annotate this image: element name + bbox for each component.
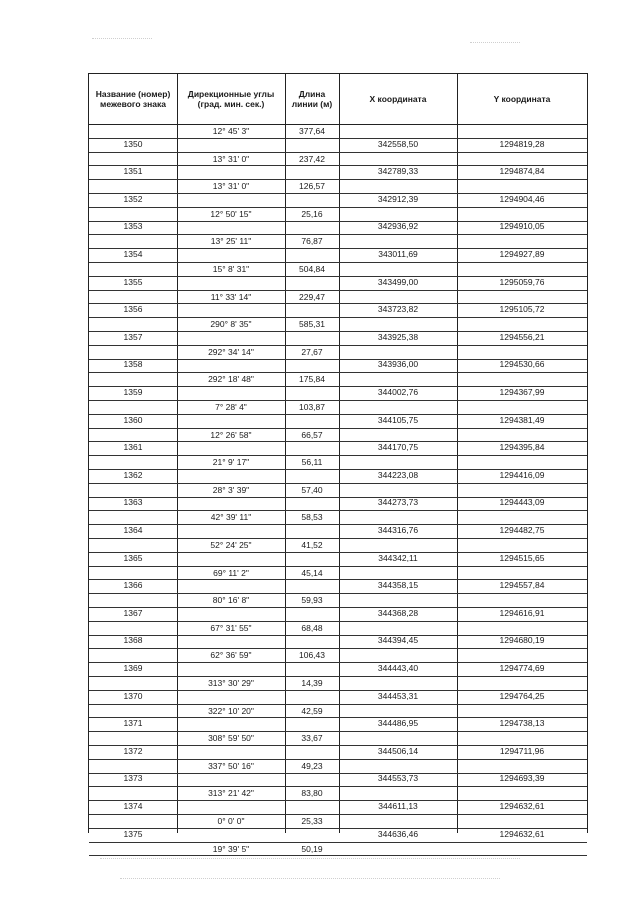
x-coordinate-cell: 344443,40 — [377, 663, 419, 673]
point-divider — [89, 483, 587, 484]
angle-cell: 337° 50' 16" — [208, 760, 254, 771]
point-divider — [89, 704, 587, 705]
angle-cell: 313° 21' 42" — [208, 788, 254, 799]
y-coordinate-cell: 1294416,09 — [499, 469, 545, 480]
x-coordinate-cell: 344368,28 — [377, 607, 419, 618]
angle-cell: 62° 36' 59" — [210, 650, 252, 661]
angle-cell: 322° 10' 20" — [208, 705, 254, 716]
x-coordinate-cell: 344105,75 — [377, 414, 419, 425]
y-coordinate-cell: 1295059,76 — [499, 276, 545, 287]
y-coordinate-cell: 1294557,84 — [499, 580, 545, 591]
point-divider — [89, 345, 587, 346]
point-name-cell: 1368 — [123, 635, 143, 646]
angle-cell: 12° 26' 58" — [210, 429, 252, 440]
y-coordinate-cell: 1294367,99 — [499, 387, 545, 397]
length-cell: 56,11 — [301, 457, 323, 468]
angle-cell: 80° 16' 8" — [212, 595, 250, 606]
angle-cell: 12° 45' 3" — [212, 126, 250, 136]
angle-cell: 28° 3' 39" — [212, 484, 250, 495]
x-coordinate-cell: 344342,11 — [378, 552, 418, 563]
point-divider — [89, 566, 587, 567]
x-coordinate-cell: 344002,76 — [377, 387, 419, 397]
point-name-cell: 1365 — [123, 552, 143, 563]
point-name-cell: 1360 — [123, 414, 143, 425]
angle-cell: 7° 28' 4" — [215, 402, 247, 412]
y-coordinate-cell: 1294530,66 — [499, 359, 545, 370]
length-cell: 25,33 — [301, 816, 323, 826]
angle-cell: 0° 0' 0" — [217, 816, 245, 826]
point-divider — [89, 207, 587, 208]
y-coordinate-cell: 1294632,61 — [499, 801, 545, 811]
point-divider — [89, 842, 587, 843]
y-coordinate-cell: 1294443,09 — [499, 497, 545, 508]
x-coordinate-cell: 342912,39 — [377, 193, 419, 204]
point-divider — [89, 455, 587, 456]
length-cell: 66,57 — [301, 429, 323, 440]
y-coordinate-cell: 1294764,25 — [499, 690, 545, 701]
point-divider — [89, 786, 587, 787]
y-coordinate-cell: 1294515,65 — [499, 552, 545, 563]
point-divider — [89, 676, 587, 677]
point-divider — [89, 234, 587, 235]
length-cell: 45,14 — [301, 567, 323, 578]
angle-cell: 69° 11' 2" — [213, 567, 249, 578]
point-divider — [89, 814, 587, 815]
point-name-cell: 1354 — [123, 249, 143, 259]
angle-cell: 42° 39' 11" — [210, 512, 252, 523]
scan-noise — [100, 858, 520, 859]
point-divider — [89, 262, 587, 263]
y-coordinate-cell: 1294927,89 — [499, 249, 545, 259]
point-divider — [89, 621, 587, 622]
point-name-cell: 1350 — [123, 138, 143, 149]
length-cell: 585,31 — [299, 319, 325, 330]
x-coordinate-cell: 342789,33 — [377, 166, 419, 177]
length-cell: 50,19 — [301, 843, 323, 854]
y-coordinate-cell: 1294395,84 — [499, 442, 545, 453]
angle-cell: 52° 24' 25" — [210, 540, 252, 550]
point-name-cell: 1362 — [123, 469, 143, 480]
point-name-cell: 1369 — [123, 663, 143, 673]
point-name-cell: 1364 — [123, 525, 143, 535]
point-name-cell: 1357 — [123, 331, 143, 342]
x-coordinate-cell: 344486,95 — [377, 718, 419, 729]
scan-noise — [92, 38, 152, 39]
length-cell: 126,57 — [299, 181, 325, 192]
length-cell: 49,23 — [301, 760, 323, 771]
x-coordinate-cell: 344358,15 — [377, 580, 419, 591]
length-cell: 237,42 — [299, 153, 325, 164]
point-divider — [89, 317, 587, 318]
length-cell: 504,84 — [299, 264, 325, 274]
x-coordinate-cell: 344316,76 — [377, 525, 419, 535]
y-coordinate-cell: 1294819,28 — [499, 138, 545, 149]
length-cell: 41,52 — [301, 540, 323, 550]
header-y: Y координата — [493, 94, 551, 104]
length-cell: 25,16 — [301, 208, 323, 219]
y-coordinate-cell: 1294910,05 — [499, 221, 545, 232]
length-cell: 68,48 — [301, 622, 323, 633]
length-cell: 59,93 — [301, 595, 323, 606]
point-name-cell: 1355 — [123, 276, 143, 287]
length-cell: 103,87 — [299, 402, 325, 412]
point-name-cell: 1374 — [123, 801, 143, 811]
point-divider — [89, 538, 587, 539]
y-coordinate-cell: 1294482,75 — [499, 525, 545, 535]
point-divider — [89, 648, 587, 649]
x-coordinate-cell: 344453,31 — [377, 690, 419, 701]
x-coordinate-cell: 344611,13 — [378, 801, 418, 811]
point-divider — [89, 731, 587, 732]
y-coordinate-cell: 1294774,69 — [499, 663, 545, 673]
point-name-cell: 1370 — [123, 690, 143, 701]
header-angle: Дирекционные углы (град. мин. сек.) — [187, 89, 275, 109]
point-name-cell: 1367 — [123, 607, 143, 618]
x-coordinate-cell: 343499,00 — [377, 276, 419, 287]
point-name-cell: 1371 — [123, 718, 143, 729]
length-cell: 175,84 — [299, 374, 325, 385]
x-coordinate-cell: 343011,69 — [378, 249, 418, 259]
scan-noise — [120, 878, 500, 879]
angle-cell: 292° 18' 48" — [208, 374, 254, 385]
point-divider — [89, 400, 587, 401]
coordinates-table — [88, 73, 588, 854]
point-name-cell: 1358 — [123, 359, 143, 370]
scan-noise — [470, 42, 520, 43]
angle-cell: 15° 8' 31" — [212, 264, 250, 274]
point-divider — [89, 510, 587, 511]
header-length: Длина линии (м) — [291, 89, 333, 109]
y-coordinate-cell: 1295105,72 — [499, 304, 545, 315]
angle-cell: 13° 25' 11" — [210, 236, 252, 247]
point-name-cell: 1373 — [123, 773, 143, 784]
header-divider — [89, 124, 587, 125]
point-name-cell: 1375 — [123, 828, 143, 839]
x-coordinate-cell: 344553,73 — [377, 773, 419, 784]
point-name-cell: 1353 — [123, 221, 143, 232]
length-cell: 57,40 — [301, 484, 323, 495]
length-cell: 106,43 — [299, 650, 325, 661]
angle-cell: 292° 34' 14" — [208, 346, 254, 357]
x-coordinate-cell: 344506,14 — [377, 745, 419, 756]
header-x: X координата — [369, 94, 427, 104]
angle-cell: 290° 8' 35" — [210, 319, 252, 330]
point-divider — [89, 290, 587, 291]
y-coordinate-cell: 1294738,13 — [499, 718, 545, 729]
x-coordinate-cell: 343936,00 — [377, 359, 419, 370]
y-coordinate-cell: 1294874,84 — [499, 166, 545, 177]
x-coordinate-cell: 344223,08 — [377, 469, 419, 480]
y-coordinate-cell: 1294616,91 — [499, 607, 545, 618]
point-name-cell: 1351 — [123, 166, 143, 177]
angle-cell: 19° 39' 5" — [212, 843, 250, 854]
y-coordinate-cell: 1294556,21 — [499, 331, 545, 342]
x-coordinate-cell: 343925,38 — [377, 331, 419, 342]
length-cell: 33,67 — [301, 733, 323, 744]
angle-cell: 13° 31' 0" — [212, 181, 250, 192]
header-name: Название (номер) межевого знака — [95, 89, 171, 109]
point-name-cell: 1356 — [123, 304, 143, 315]
length-cell: 229,47 — [299, 291, 325, 302]
length-cell: 14,39 — [301, 678, 323, 688]
point-name-cell: 1359 — [123, 387, 143, 397]
length-cell: 377,64 — [299, 126, 325, 136]
angle-cell: 308° 59' 50" — [208, 733, 254, 744]
angle-cell: 313° 30' 29" — [208, 678, 254, 688]
point-name-cell: 1372 — [123, 745, 143, 756]
x-coordinate-cell: 343723,82 — [377, 304, 419, 315]
angle-cell: 21° 9' 17" — [212, 457, 250, 468]
y-coordinate-cell: 1294711,96 — [499, 745, 545, 756]
angle-cell: 67° 31' 55" — [210, 622, 252, 633]
point-divider — [89, 152, 587, 153]
point-divider — [89, 179, 587, 180]
point-divider — [89, 759, 587, 760]
y-coordinate-cell: 1294680,19 — [499, 635, 545, 646]
y-coordinate-cell: 1294632,61 — [499, 828, 545, 839]
length-cell: 58,53 — [301, 512, 323, 523]
x-coordinate-cell: 344636,46 — [377, 828, 419, 839]
segment-divider — [89, 855, 587, 856]
point-name-cell: 1352 — [123, 193, 143, 204]
angle-cell: 12° 50' 15" — [210, 208, 252, 219]
y-coordinate-cell: 1294904,46 — [499, 193, 545, 204]
length-cell: 83,80 — [301, 788, 323, 799]
length-cell: 42,59 — [301, 705, 323, 716]
length-cell: 76,87 — [301, 236, 323, 247]
angle-cell: 11° 33' 14" — [210, 291, 252, 302]
length-cell: 27,67 — [301, 346, 323, 357]
angle-cell: 13° 31' 0" — [212, 153, 250, 164]
y-coordinate-cell: 1294693,39 — [499, 773, 545, 784]
x-coordinate-cell: 342936,92 — [377, 221, 419, 232]
point-name-cell: 1363 — [123, 497, 143, 508]
y-coordinate-cell: 1294381,49 — [499, 414, 545, 425]
x-coordinate-cell: 344170,75 — [377, 442, 419, 453]
x-coordinate-cell: 344394,45 — [377, 635, 419, 646]
point-divider — [89, 372, 587, 373]
point-name-cell: 1366 — [123, 580, 143, 591]
x-coordinate-cell: 344273,73 — [377, 497, 419, 508]
point-name-cell: 1361 — [123, 442, 143, 453]
x-coordinate-cell: 342558,50 — [377, 138, 419, 149]
point-divider — [89, 428, 587, 429]
point-divider — [89, 593, 587, 594]
